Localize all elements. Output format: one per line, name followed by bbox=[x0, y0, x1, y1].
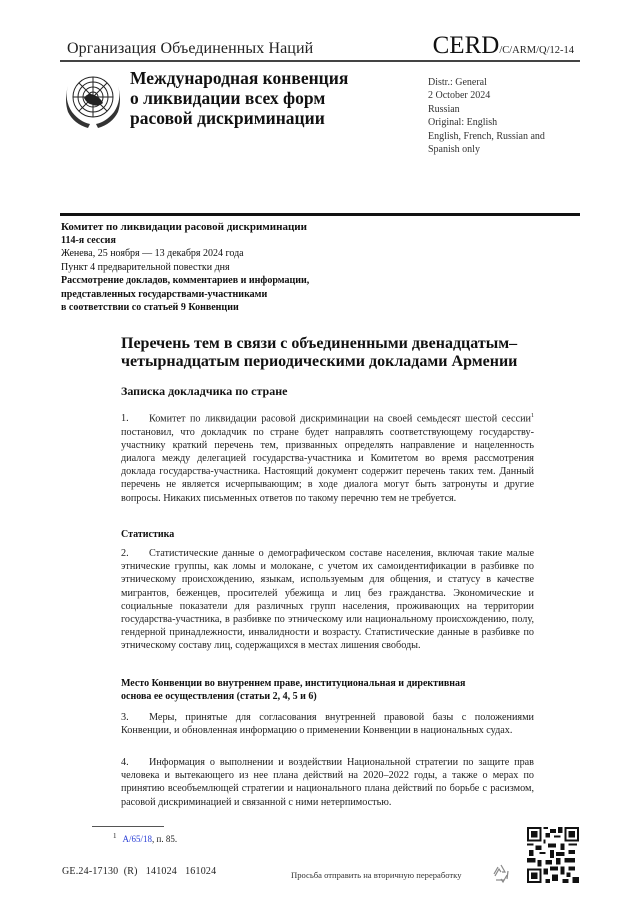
recycle-icon bbox=[490, 862, 512, 884]
document-subtitle: Записка докладчика по стране bbox=[121, 384, 288, 398]
recycle-notice: Просьба отправить на вторичную переработку bbox=[291, 870, 462, 880]
footnote-rule bbox=[92, 826, 164, 827]
paragraph-text: постановил, что докладчик по стране будет направлять соответствующему государству-участнику краткий перечень тем, призванных определять направление и нацеленность диалога между делегацией государства-участника и Комитетом во время рассмотрения доклада государства-участника. Настоящий документ содержит перечень таких тем. Данный перечень не является исчерпывающим; в ходе диалога могут быть затронуты и другие вопросы. Никаких письменных ответов по такому перечню тем не требуется. bbox=[121, 426, 534, 504]
agenda-title-line: представленных государствами-участниками bbox=[61, 288, 268, 300]
symbol-prefix: CERD bbox=[432, 32, 500, 59]
document-title bbox=[121, 335, 517, 371]
footnote bbox=[113, 832, 177, 844]
languages-line: Spanish only bbox=[428, 144, 480, 156]
paragraph-number: 2. bbox=[121, 548, 129, 559]
paragraph-3 bbox=[121, 711, 534, 737]
document-title-line: четырнадцатым периодическими докладами Армении bbox=[121, 353, 518, 370]
organization-name: Организация Объединенных Наций bbox=[67, 40, 314, 57]
committee-block bbox=[61, 220, 309, 314]
agenda-title-line: в соответствии со статьей 9 Конвенции bbox=[61, 302, 239, 314]
footnote-reference[interactable]: 1 bbox=[531, 413, 534, 419]
original-language-line: Original: English bbox=[428, 117, 498, 129]
heading-line: основа ее осуществления (статьи 2, 4, 5 и 6) bbox=[121, 691, 317, 703]
qr-code-icon[interactable] bbox=[527, 827, 579, 883]
section-rule bbox=[60, 213, 580, 216]
paragraph-text: Комитет по ликвидации расовой дискриминации на своей семьдесят шестой сессии bbox=[149, 413, 531, 425]
paragraph-number: 1. bbox=[121, 413, 129, 425]
date-line: 2 October 2024 bbox=[428, 90, 491, 102]
paragraph-text: Меры, принятые для согласования внутренней правовой базы с положениями Конвенции, и обновленная информацию о применении Конвенции в национальных судах. bbox=[121, 712, 534, 737]
agenda-item: Пункт 4 предварительной повестки дня bbox=[61, 261, 230, 273]
agenda-title-line: Рассмотрение докладов, комментариев и информации, bbox=[61, 275, 310, 287]
session: 114-я сессия bbox=[61, 235, 116, 246]
paragraph-text: Информация о выполнении и воздействии Национальной стратегии по защите прав человека и вытекающего из нее плана действий на 2020–2022 годы, а также о мерах по принятию всеобъемлющей стратегии и национального плана действий по борьбе с расизмом, расовой дискриминацией и связанной с ними нетерпимостью. bbox=[121, 757, 534, 808]
heading-statistics: Статистика bbox=[121, 529, 175, 540]
document-symbol bbox=[433, 32, 574, 60]
convention-title-line: о ликвидации всех форм bbox=[130, 88, 326, 108]
footnote-link[interactable]: A/65/18 bbox=[122, 834, 153, 844]
document-title-line: Перечень тем в связи с объединенными двенадцатым– bbox=[121, 335, 518, 352]
convention-title-line: Международная конвенция bbox=[130, 68, 349, 88]
footnote-text: , п. 85. bbox=[152, 834, 178, 844]
session-dates: Женева, 25 ноября — 13 декабря 2024 года bbox=[61, 248, 244, 260]
distribution-info bbox=[428, 76, 545, 156]
paragraph-4 bbox=[121, 756, 534, 809]
footnote-mark: 1 bbox=[113, 832, 117, 840]
convention-title-line: расовой дискриминации bbox=[130, 108, 325, 128]
document-number: GE.24-17130 (R) 141024 161024 bbox=[62, 866, 217, 877]
distribution-line: Distr.: General bbox=[428, 77, 487, 88]
header-rule bbox=[60, 60, 580, 62]
heading-domestic-law bbox=[121, 677, 541, 703]
un-emblem-icon bbox=[62, 68, 124, 132]
paragraph-number: 3. bbox=[121, 712, 129, 723]
paragraph-2 bbox=[121, 547, 534, 653]
symbol-suffix: /C/ARM/Q/12-14 bbox=[499, 45, 574, 56]
paragraph-text: Статистические данные о демографическом составе населения, включая такие малые этнические группы, как ломы и молокане, с учетом их самоидентификации в разбивке по этническому происхождению, языкам, используемым для общения, и статусу в качестве мигрантов, беженцев, просителей убежища и лиц без гражданства. Экономические и социальные показатели для различных групп населения, проживающих на территории государства-участника, в разбивке по этническому или национальному происхождению, полу, гендерной принадлежности, инвалидности и возрасту. Статистические данные в разбивке по этническому составу лиц, содержащихся в местах лишения свободы. bbox=[121, 548, 534, 652]
committee-name: Комитет по ликвидации расовой дискриминации bbox=[61, 221, 307, 233]
convention-title bbox=[130, 68, 348, 128]
language-line: Russian bbox=[428, 103, 460, 115]
paragraph-number: 4. bbox=[121, 757, 129, 768]
paragraph-1 bbox=[121, 410, 534, 505]
languages-line: English, French, Russian and bbox=[428, 130, 545, 142]
heading-line: Место Конвенции во внутреннем праве, институциональная и директивная bbox=[121, 678, 466, 689]
